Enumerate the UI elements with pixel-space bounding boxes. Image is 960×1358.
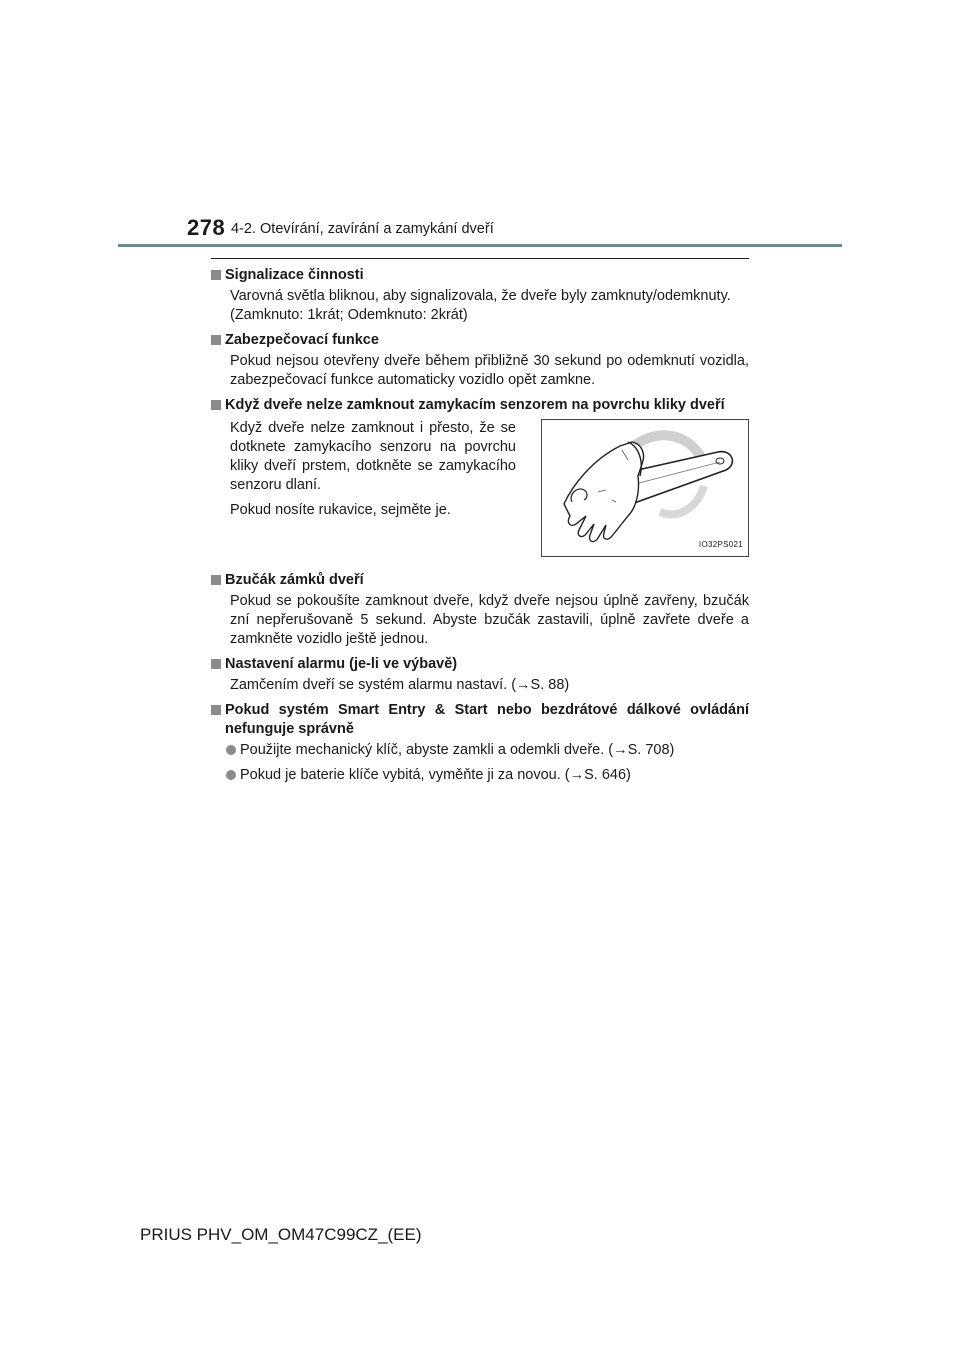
section-heading-alarm: Nastavení alarmu (je-li ve výbavě) xyxy=(211,655,749,674)
smart-bullet-item: Pokud je baterie klíče vybitá, vyměňte ji za novou. (→S. 646) xyxy=(211,766,749,785)
chapter-title: 4-2. Otevírání, zavírání a zamykání dveří xyxy=(231,221,494,237)
figure-id: IO32PS021 xyxy=(698,540,743,549)
square-bullet-icon xyxy=(211,270,225,280)
round-bullet-icon xyxy=(226,745,240,755)
section-body-security xyxy=(211,352,749,390)
sensor-text-1: Když dveře nelze zamknout i přesto, že se dotknete zamykacího senzoru na povrchu kliky dveří prstem, dotkněte se zamykacího senzoru dlaní. xyxy=(230,420,516,493)
sensor-block xyxy=(211,419,749,557)
header-rule xyxy=(118,244,842,247)
security-text: Pokud nejsou otevřeny dveře během přibližně 30 sekund po odemknutí vozidla, zabezpečovací funkce automaticky vozidlo opět zamkne. xyxy=(230,353,749,388)
section-body-alarm xyxy=(211,676,749,695)
buzzer-text: Pokud se pokoušíte zamknout dveře, když dveře nejsou úplně zavřeny, bzučák zní nepřerušovaně 5 sekund. Abyste bzučák zastavili, úplně zavřete dveře a zamkněte vozidlo ještě jednou. xyxy=(230,593,749,647)
square-bullet-icon xyxy=(211,659,225,669)
square-bullet-icon xyxy=(211,575,225,585)
round-bullet-icon xyxy=(226,770,240,780)
section-heading-smart: Pokud systém Smart Entry & Start nebo bezdrátové dálkové ovládání nefunguje správně xyxy=(211,701,749,739)
square-bullet-icon xyxy=(211,335,225,345)
hand-on-door-handle-figure xyxy=(541,419,749,557)
square-bullet-icon xyxy=(211,400,225,410)
section-heading-signal: Signalizace činnosti xyxy=(211,266,749,285)
square-bullet-icon xyxy=(211,705,225,715)
signal-text-line2: (Zamknuto: 1krát; Odemknuto: 2krát) xyxy=(230,307,468,323)
footer-doc-code: PRIUS PHV_OM_OM47C99CZ_(EE) xyxy=(140,1225,422,1244)
section-body-signal xyxy=(211,287,749,325)
alarm-text: Zamčením dveří se systém alarmu nastaví. (→S. 88) xyxy=(230,677,570,693)
signal-text-line1: Varovná světla bliknou, aby signalizovala, že dveře byly zamknuty/odemknuty. xyxy=(230,288,731,304)
section-heading-sensor: Když dveře nelze zamknout zamykacím senzorem na povrchu kliky dveří xyxy=(211,396,749,415)
page-content xyxy=(211,266,749,791)
sensor-text-column xyxy=(211,419,516,557)
sensor-text-2: Pokud nosíte rukavice, sejměte je. xyxy=(230,502,451,518)
section-heading-security: Zabezpečovací funkce xyxy=(211,331,749,350)
section-body-buzzer xyxy=(211,592,749,649)
smart-bullet-item: Použijte mechanický klíč, abyste zamkli a odemkli dveře. (→S. 708) xyxy=(211,741,749,760)
section-heading-buzzer: Bzučák zámků dveří xyxy=(211,571,749,590)
section-rule xyxy=(211,258,749,259)
page-number: 278 xyxy=(187,215,226,240)
